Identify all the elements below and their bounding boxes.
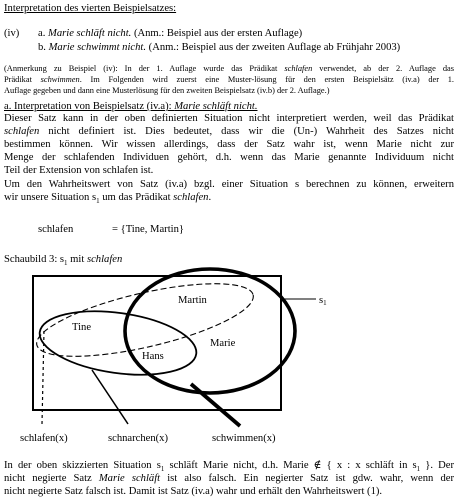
example-b-note: (Anm.: Beispiel aus der zweiten Auflage ab Frühjahr 2003) <box>148 42 401 53</box>
conclusion-text: schläft Marie nicht, d.h. Marie ∉ { x : x schläft in s <box>164 460 417 471</box>
example-b-sentence: Marie schwimmt nicht. <box>48 42 147 53</box>
conclusion-text: ist also falsch. Ein negierter Satz ist gdw. wahr, wenn der <box>160 473 454 484</box>
subscript: 1 <box>160 465 165 474</box>
label-schwimmen: schwimmen(x) <box>212 433 276 444</box>
conclusion-italic: Marie schläft <box>98 473 161 484</box>
paragraph-text: nicht definiert ist. Dies bedeutet, dass wir die (Un-) Wahrheit des Satzes nicht <box>39 126 454 137</box>
set-schnarchen-ellipse <box>36 302 201 383</box>
definition-value: = {Tine, Martin} <box>112 224 184 235</box>
example-a-note: (Anm.: Beispiel aus der ersten Auflage) <box>133 28 303 39</box>
predicate-italic: schlafen <box>173 192 209 203</box>
subscript: 1 <box>416 465 421 474</box>
label-schnarchen: schnarchen(x) <box>108 433 168 444</box>
schnarchen-pointer <box>92 370 128 424</box>
paragraph1-line-1: Dieser Satz kann in der oben definierten Situation nicht interpretiert werden, weil das Prädikat <box>4 113 454 124</box>
paragraph1-line-4: Menge der schlafenden Individuen gehört, d.h. wenn das Marie genannte Individuum nicht <box>4 152 454 163</box>
caption-text: mit <box>67 254 87 265</box>
conclusion-text: nicht negierte Satz <box>4 473 99 484</box>
conclusion-line-2 <box>4 473 454 486</box>
caption-text: Schaubild 3: s <box>4 254 65 265</box>
section-title-prefix: a. Interpretation von Beispielsatz (iv.a): <box>4 101 175 112</box>
annotation-text: verwendet, ab der 2. Auflage das <box>312 64 454 73</box>
definition-predicate: schlafen <box>38 224 74 235</box>
annotation-line-3: Auflage gegeben und dann eine Musterlösung für den zweiten Beispielsatz (iv.b) der 2. Auflage.) <box>4 86 330 95</box>
conclusion-text: }. Der <box>420 460 454 471</box>
individual-marie: Marie <box>210 338 236 349</box>
annotation-text: (Anmerkung zu Beispiel (iv): In der 1. Auflage wurde das Prädikat <box>4 64 285 73</box>
annotation-predicate: schlafen <box>284 64 313 73</box>
individual-tine: Tine <box>72 322 92 333</box>
set-schwimmen-ellipse <box>125 269 295 393</box>
conclusion-line-3: nicht negierte Satz falsch ist. Damit ist Satz (iv.a) wahr und erhält den Wahrheitswert (1). <box>4 486 383 497</box>
section-title-sentence: Marie schläft nicht. <box>174 101 258 112</box>
paragraph1-line-3: bestimmen können. Wir wissen allerdings, dass der Satz wahr ist, wenn Marie nicht zur <box>4 139 454 150</box>
predicate-italic: schlafen <box>86 254 123 265</box>
paragraph-text: wir unsere Situation s <box>4 192 97 203</box>
paragraph-text: . <box>208 192 212 203</box>
individual-martin: Martin <box>178 295 207 306</box>
annotation-predicate: schwimmen <box>40 75 80 84</box>
paragraph-text: um das Prädikat <box>99 192 174 203</box>
subscript: 1 <box>96 197 100 206</box>
situation-label: s1 <box>319 295 327 307</box>
individual-hans: Hans <box>142 351 164 362</box>
annotation-text: Prädikat <box>4 75 41 84</box>
subscript: 1 <box>64 259 68 268</box>
example-a-label: a. <box>38 28 46 39</box>
paragraph2-line-1: Um den Wahrheitswert von Satz (iv.a) bzgl. einer Situation s berechnen zu können, erweitern <box>4 179 454 190</box>
example-a-sentence: Marie schläft nicht. <box>48 28 132 39</box>
conclusion-text: In der oben skizzierten Situation s <box>4 460 161 471</box>
predicate-italic: schlafen <box>4 126 40 137</box>
label-schlafen: schlafen(x) <box>20 433 68 444</box>
page-heading: Interpretation des vierten Beispielsatzes: <box>4 3 177 14</box>
annotation-text: . Im Folgenden wird zuerst eine Muster-lösung für den ersten Beispielsätz (iv.a) der 1. <box>79 75 455 84</box>
example-number: (iv) <box>4 28 20 39</box>
example-b-label: b. <box>38 42 46 53</box>
paragraph1-line-5: Teil der Extension von schlafen ist. <box>4 165 154 176</box>
